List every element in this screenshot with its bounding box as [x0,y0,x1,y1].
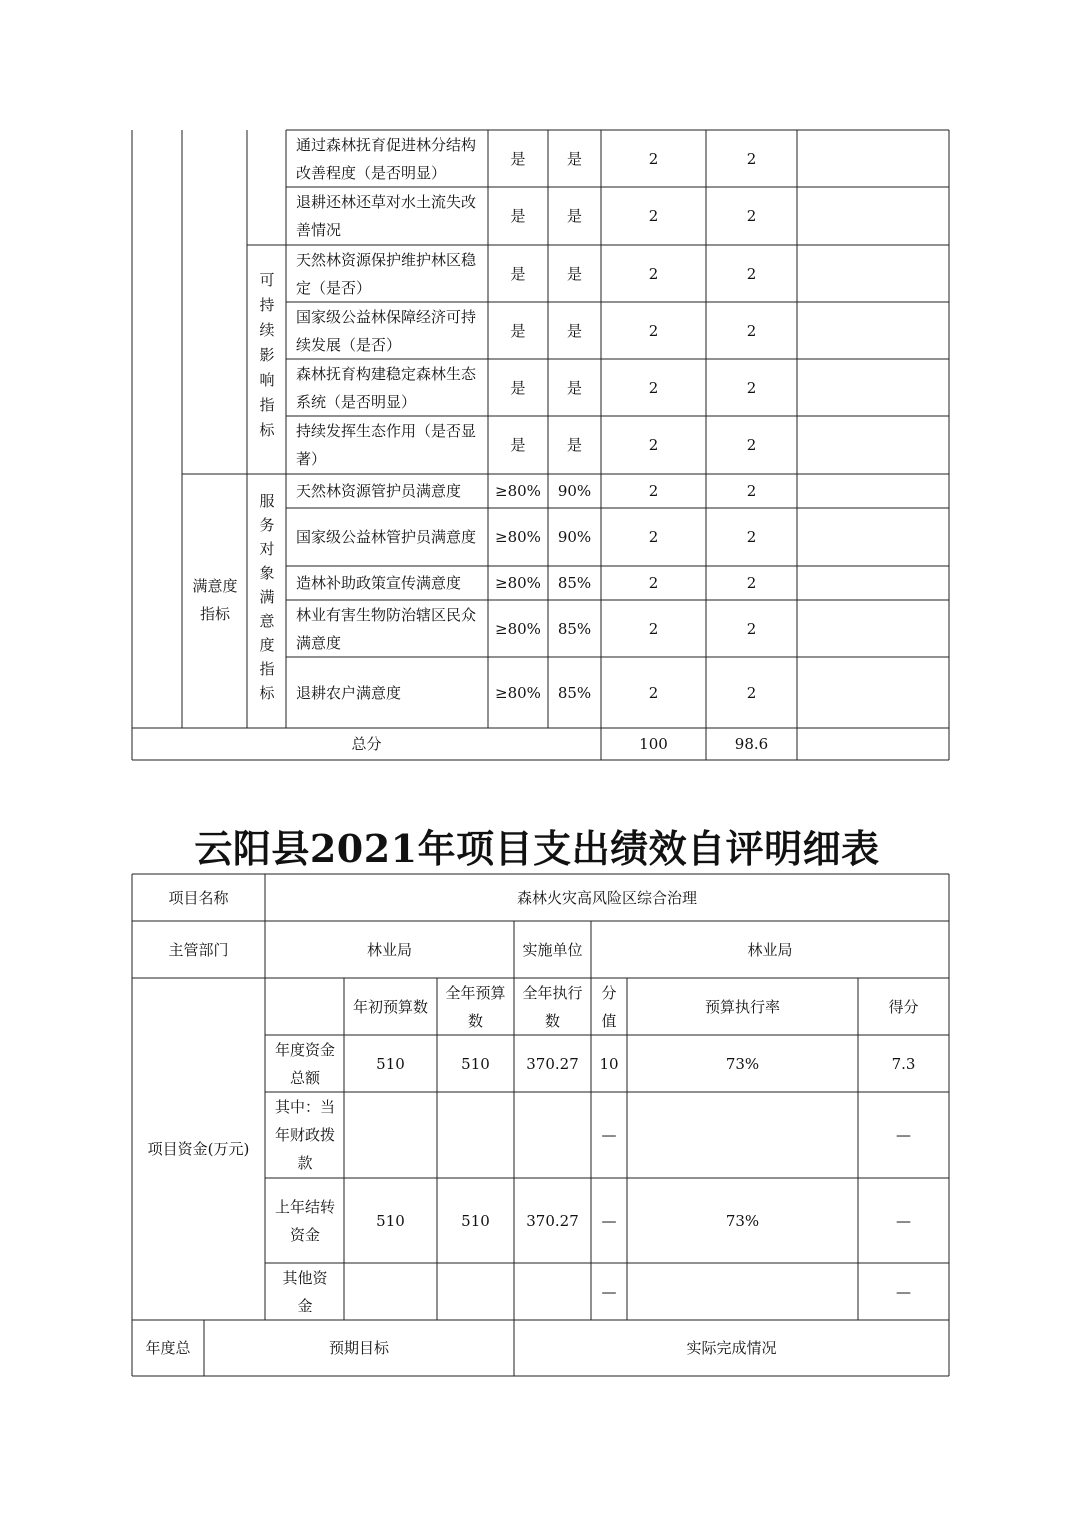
sub-category-service-label: 服务对象满意度指标 [257,493,276,709]
funds-row-rate [627,1263,858,1320]
table-row-score: 2 [746,264,757,283]
table-row-weight: 2 [648,321,659,340]
table-row-score: 2 [746,482,757,500]
table-row-actual: 90% [557,482,592,500]
table-row-actual: 85% [557,574,592,592]
funds-row-label: 其他资金 [282,1268,328,1315]
table-row-indicator: 持续发挥生态作用（是否显著） [296,422,477,468]
table-row-weight: 2 [648,436,659,454]
dept-value: 林业局 [366,940,412,959]
table-row-indicator: 国家级公益林保障经济可持续发展（是否） [296,307,477,354]
table-row-target: ≥80% [495,574,541,592]
header-annual-budget: 全年预算数 [445,983,506,1030]
table-row-weight: 2 [648,482,659,500]
table-row-score: 2 [746,619,757,638]
sub-category-sustainable-label: 可持续影响指标 [257,272,276,447]
funds-row-weight: — [601,1126,617,1144]
table-row-weight: 2 [648,574,659,592]
table-row-weight: 2 [648,528,659,546]
funds-row-initial [344,1092,437,1178]
table-row-indicator: 国家级公益林管护员满意度 [296,528,477,546]
funds-row-label: 其中：当年财政拨款 [274,1098,335,1172]
header-executed: 全年执行数 [522,983,583,1030]
table-row-weight: 2 [648,619,659,638]
table-row-actual: 是 [566,378,582,397]
table-row-target: ≥80% [495,683,541,702]
table-row-indicator: 通过森林抚育促进林分结构改善程度（是否明显） [296,135,477,182]
table-row-weight: 2 [648,264,659,283]
table-row-score: 2 [746,436,757,454]
project-name-value: 森林火灾高风险区综合治理 [516,888,697,907]
annual-goal-label: 年度总 [145,1339,191,1357]
funds-row-annual: 510 [461,1054,490,1073]
funds-row-initial: 510 [376,1211,405,1230]
table-row-actual: 90% [557,528,592,546]
funds-row-weight: — [601,1211,617,1230]
funds-row-initial: 510 [376,1054,405,1073]
funds-row-weight: — [601,1282,617,1301]
table-row-score: 2 [746,321,757,340]
table-row-target: 是 [510,149,526,168]
table-row-actual: 85% [557,683,592,702]
table-row-indicator: 退耕农户满意度 [296,683,402,702]
table-row-actual: 是 [566,264,582,283]
funds-row-annual: 510 [461,1211,490,1230]
table-row-target: ≥80% [495,528,541,546]
header-initial-budget: 年初预算数 [352,997,428,1016]
table-row-target: ≥80% [495,482,541,500]
total-score: 98.6 [734,735,769,753]
funds-row-rate: 73% [725,1054,760,1073]
table-row-score: 2 [746,378,757,397]
table-row-score: 2 [746,207,757,225]
table-row-score: 2 [746,574,757,592]
funds-row-rate [627,1092,858,1178]
funds-row-annual [437,1263,514,1320]
table-row-score: 2 [746,149,757,168]
table-row-score: 2 [746,683,757,702]
funds-row-label: 上年结转资金 [274,1197,335,1244]
funds-row-weight: 10 [599,1054,619,1073]
funds-row-executed: 370.27 [526,1211,579,1230]
table-row-weight: 2 [648,683,659,702]
funds-row-executed [514,1092,591,1178]
funds-row-score: 7.3 [891,1054,916,1073]
table-row-target: 是 [510,207,526,225]
funds-row-score: — [896,1282,911,1301]
table-row-target: ≥80% [495,619,541,638]
impl-value: 林业局 [747,940,793,959]
table-row-target: 是 [510,321,526,340]
table-row-indicator: 天然林资源管护员满意度 [296,482,462,500]
table-row-indicator: 退耕还林还草对水土流失改善情况 [296,193,477,239]
table-row-indicator: 森林抚育构建稳定森林生态系统（是否明显） [296,364,477,411]
table-row-actual: 85% [557,619,592,638]
header-score: 得分 [888,997,919,1016]
project-name-label: 项目名称 [168,888,229,907]
funds-row-label: 年度资金总额 [274,1040,335,1087]
expected-target-label: 预期目标 [328,1339,389,1357]
table-row-indicator: 造林补助政策宣传满意度 [296,574,462,592]
funds-row-score: — [896,1126,911,1144]
funds-row-executed: 370.27 [526,1054,579,1073]
header-execution-rate: 预算执行率 [704,997,780,1016]
table-row-weight: 2 [648,207,659,225]
header-weight: 分值 [601,983,617,1030]
funds-row-annual [437,1092,514,1178]
funds-row-score: — [896,1211,911,1230]
funds-row-initial [344,1263,437,1320]
funds-row-rate: 73% [725,1211,760,1230]
table-row-actual: 是 [566,321,582,340]
dept-label: 主管部门 [168,940,229,959]
table-row-target: 是 [510,378,526,397]
table-row-indicator: 天然林资源保护维护林区稳定（是否） [296,250,477,297]
category-satisfaction [190,555,240,645]
sub-category-service [247,474,286,728]
actual-completion-label: 实际完成情况 [686,1339,777,1357]
table-row-weight: 2 [648,149,659,168]
table-row-target: 是 [510,264,526,283]
table-row-score: 2 [746,528,757,546]
table-row-actual: 是 [566,207,582,225]
table-row-actual: 是 [566,436,582,454]
total-label: 总分 [351,735,382,753]
table-row-indicator: 林业有害生物防治辖区民众满意度 [296,605,477,652]
table-row-target: 是 [510,436,526,454]
funds-row-executed [514,1263,591,1320]
total-weight: 100 [639,735,668,753]
sub-category-sustainable [247,245,286,474]
category-satisfaction-label: 满意度指标 [192,577,238,623]
impl-label: 实施单位 [522,940,583,959]
page-title: 云阳县2021年项目支出绩效自评明细表 [194,826,880,871]
table-row-actual: 是 [566,149,582,168]
table-row-weight: 2 [648,378,659,397]
funds-label: 项目资金(万元) [147,1140,250,1158]
